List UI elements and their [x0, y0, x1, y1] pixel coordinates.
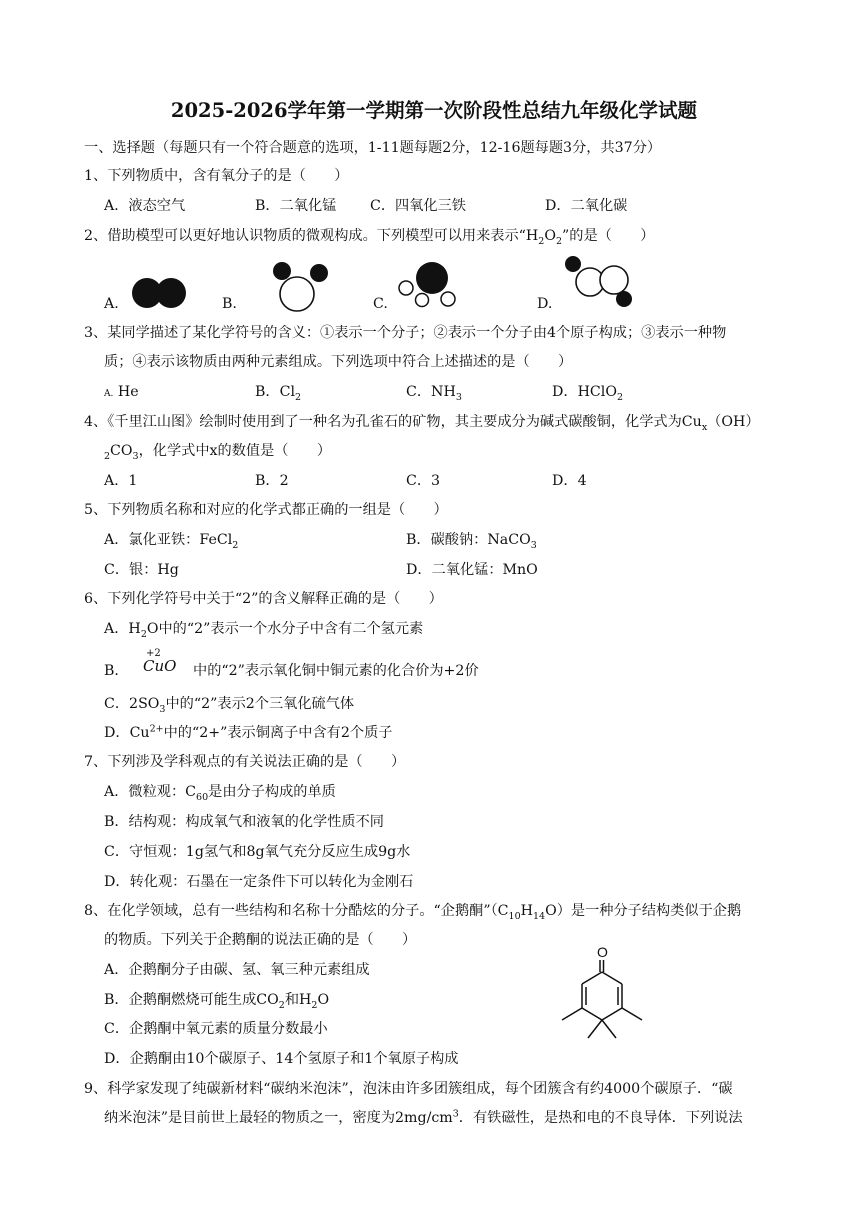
- q4-option-a: A．1: [104, 473, 138, 489]
- q5-option-d: D．二氧化锰：MnO: [406, 562, 538, 578]
- q2-model-d: [560, 254, 636, 312]
- q5-option-a: A．氯化亚铁：FeCl$_2$: [104, 532, 239, 551]
- q3-stem-line2: 质；④表示该物质由两种元素组成。下列选项中符合上述描述的是（ ）: [104, 354, 573, 370]
- q3-option-d: D．HClO$_2$: [552, 384, 624, 403]
- q6-option-b-valence: +2: [146, 648, 161, 659]
- q7-option-d: D．转化观：石墨在一定条件下可以转化为金刚石: [104, 874, 414, 890]
- q7-option-c: C．守恒观：1g氢气和8g氧气充分反应生成9g水: [104, 844, 411, 860]
- q2-label-c: C.: [373, 296, 388, 312]
- q6-option-a: A．$H_2O$中的“2”表示一个水分子中含有二个氢元素: [104, 621, 424, 640]
- q6-option-c: C．$2SO_3$中的“2”表示2个三氧化硫气体: [104, 696, 355, 715]
- q8-option-c: C．企鹅酮中氧元素的质量分数最小: [104, 1021, 328, 1037]
- q5-stem: 5、下列物质名称和对应的化学式都正确的一组是（ ）: [84, 502, 448, 518]
- q2-model-a: [128, 272, 190, 314]
- q6-option-b-text: 中的“2”表示氧化铜中铜元素的化合价为+2价: [193, 663, 479, 679]
- q1-stem: 1、下列物质中，含有氧分子的是（ ）: [84, 168, 349, 184]
- q3-option-c: C．$NH_3$: [406, 384, 462, 403]
- q2-label-d: D.: [537, 296, 553, 312]
- q7-stem: 7、下列涉及学科观点的有关说法正确的是（ ）: [84, 754, 406, 770]
- q4-option-c: C．3: [406, 473, 441, 489]
- q6-stem: 6、下列化学符号中关于“2”的含义解释正确的是（ ）: [84, 591, 443, 607]
- penguinone-structure: [552, 938, 646, 1046]
- q1-option-b: B．二氧化锰: [255, 198, 337, 214]
- q6-option-b-formula: CuO: [143, 657, 177, 675]
- q3-option-a: A. He: [104, 384, 139, 400]
- q8-stem-line1: 8、在化学领域，总有一些结构和名称十分酷炫的分子。“企鹅酮$”(C_{10}H_{14}O)$是一种分子结构类似于企鹅: [84, 903, 742, 922]
- q4-stem-line2: $_2CO_3$，化学式中x的数值是（ ）: [104, 443, 332, 462]
- q8-option-d: D．企鹅酮由10个碳原子、14个氢原子和1个氧原子构成: [104, 1051, 459, 1067]
- q9-stem-line1: 9、科学家发现了纯碳新材料“碳纳米泡沫”，泡沫由许多团簇组成，每个团簇含有约4000个碳原子．“碳: [84, 1081, 733, 1097]
- q8-option-b: B．企鹅酮燃烧可能生成$CO_2$和$H_2O$: [104, 992, 330, 1011]
- q4-stem-line1: 4、《千里江山图》绘制时使用到了一种名为孔雀石的矿物，其主要成分为碱式碳酸铜，化学式为$Cu_x(OH)$: [84, 414, 760, 433]
- q2-model-c: [396, 258, 462, 310]
- q5-option-b: B．碳酸钠：NaCO$_3$: [406, 532, 537, 551]
- q7-option-b: B．结构观：构成氧气和液氧的化学性质不同: [104, 814, 384, 830]
- q1-option-d: D．二氧化碳: [545, 198, 628, 214]
- q3-option-b: B．$Cl_2$: [255, 384, 302, 403]
- q4-option-b: B．2: [255, 473, 289, 489]
- q1-option-a: A．液态空气: [104, 198, 186, 214]
- q2-label-b: B.: [222, 296, 237, 312]
- q2-label-a: A.: [104, 296, 119, 312]
- q6-option-d: D．$Cu^{2+}$中的“2+”表示铜离子中含有2个质子: [104, 723, 393, 741]
- q5-option-c: C．银：Hg: [104, 562, 179, 578]
- q9-stem-line2: 纳米泡沫”是目前世上最轻的物质之一，密度为$2mg/cm^3$．有铁磁性，是热和电的不良导体．下列说法: [104, 1108, 743, 1126]
- q8-option-a: A．企鹅酮分子由碳、氢、氧三种元素组成: [104, 962, 370, 978]
- q3-stem-line1: 3、某同学描述了某化学符号的含义：①表示一个分子；②表示一个分子由4个原子构成；③表示一种物: [84, 325, 727, 341]
- section-heading: 一、选择题（每题只有一个符合题意的选项，1-11题每题2分，12-16题每题3分，共37分）: [84, 140, 662, 156]
- q2-model-b: [268, 258, 332, 314]
- q1-option-c: C．四氧化三铁: [370, 198, 466, 214]
- exam-title: 2025-2026学年第一学期第一次阶段性总结九年级化学试题: [170, 99, 698, 122]
- q4-option-d: D．4: [552, 473, 587, 489]
- q6-option-b-letter: B．: [104, 663, 129, 679]
- q7-option-a: A．微粒观：$C_{60}$是由分子构成的单质: [104, 784, 336, 803]
- penguinone-oxygen-label: O: [597, 944, 608, 960]
- q2-stem: 2、借助模型可以更好地认识物质的微观构成。下列模型可以用来表示“$H_2O_2$”的是（ ）: [84, 228, 655, 247]
- q8-stem-line2: 的物质。下列关于企鹅酮的说法正确的是（ ）: [104, 932, 417, 948]
